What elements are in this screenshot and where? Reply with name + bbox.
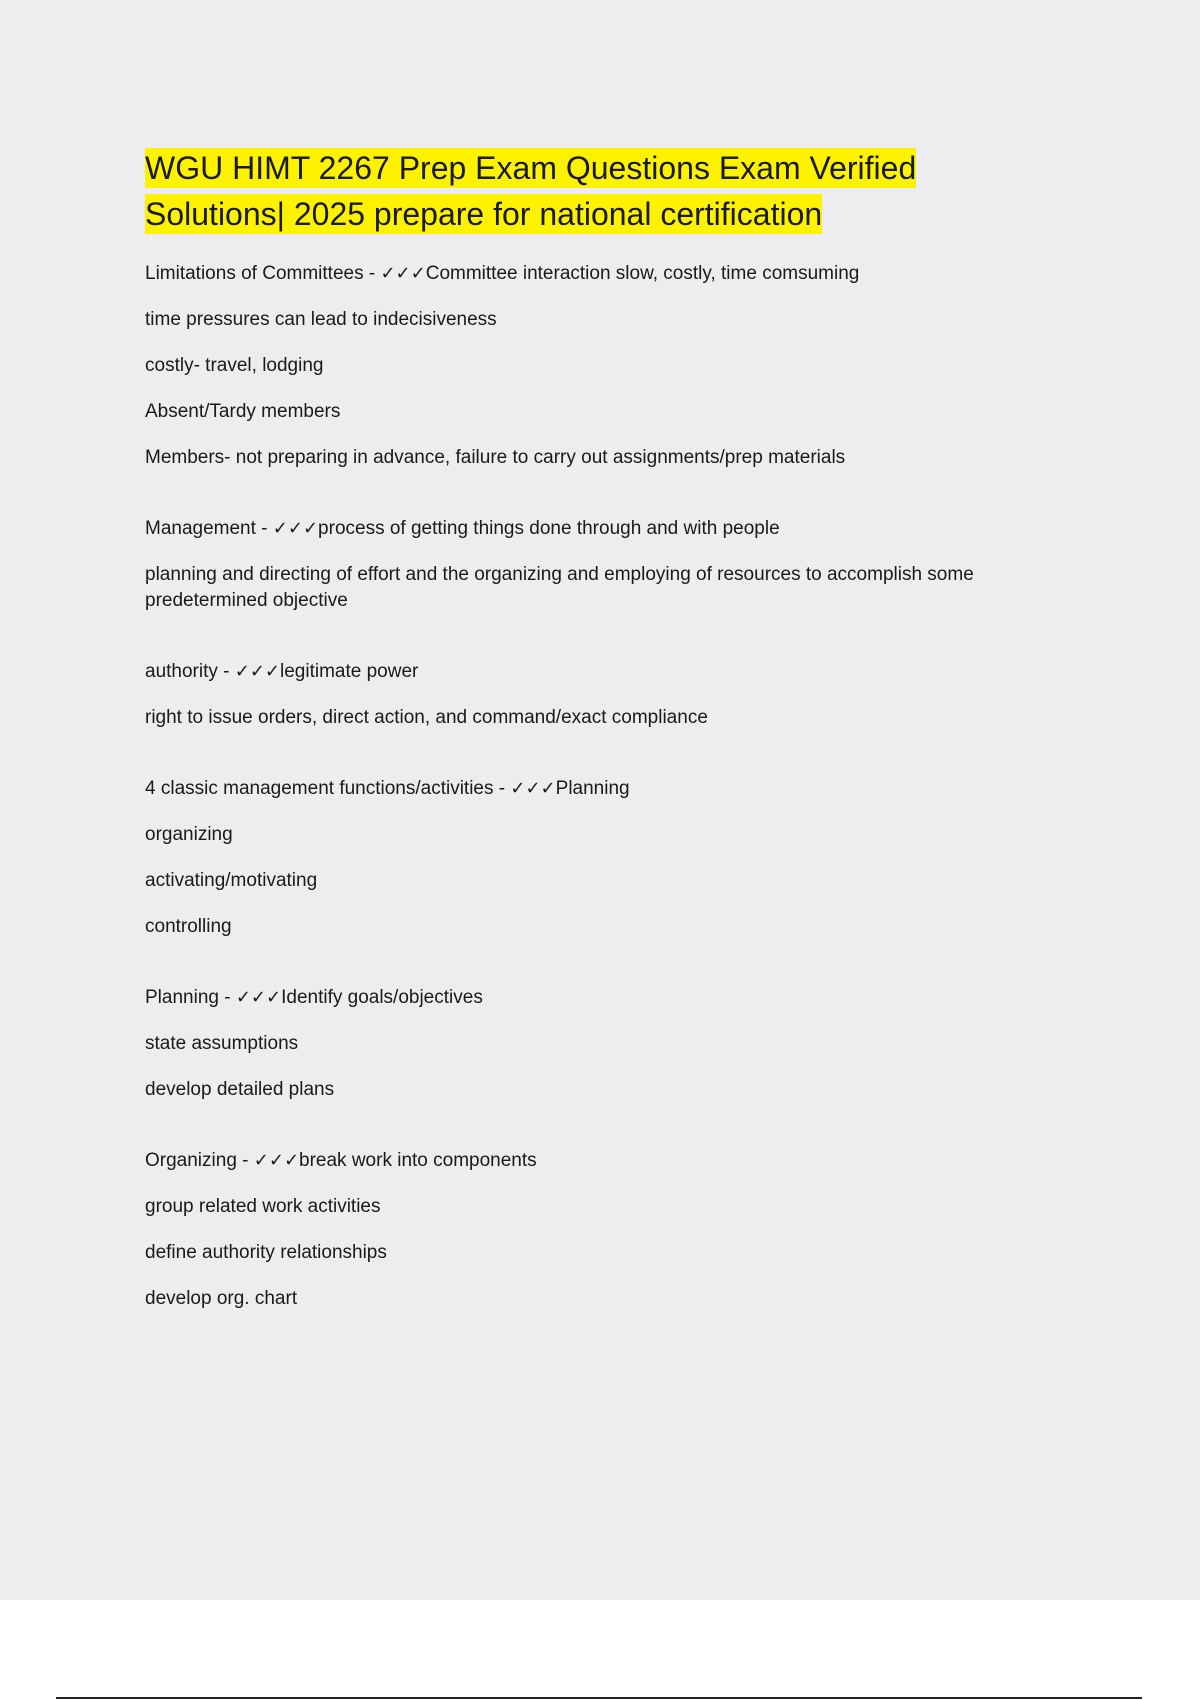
qa-term: Organizing - — [145, 1150, 254, 1171]
qa-block — [145, 776, 1075, 940]
qa-block — [145, 985, 1075, 1103]
qa-answer-line: right to issue orders, direct action, and command/exact compliance — [145, 707, 708, 728]
qa-term-line — [145, 261, 1075, 287]
check-mark-icon: ✓✓✓ — [510, 778, 556, 799]
qa-term: Planning - — [145, 987, 236, 1008]
qa-answer-line: state assumptions — [145, 1033, 299, 1054]
qa-answer-line: controlling — [145, 916, 232, 937]
qa-blocks — [145, 261, 1075, 1312]
qa-answer: Identify goals/objectives — [281, 987, 483, 1008]
qa-answer-line: costly- travel, lodging — [145, 355, 324, 376]
qa-answer-line: time pressures can lead to indecisiveness — [145, 309, 497, 330]
qa-answer-line: group related work activities — [145, 1196, 381, 1217]
qa-answer-line: develop detailed plans — [145, 1079, 335, 1100]
qa-answer-line: planning and directing of effort and the organizing and employing of resources to accomplish some predetermined objective — [145, 564, 974, 611]
qa-answer-line: Absent/Tardy members — [145, 401, 341, 422]
qa-answer-line: define authority relationships — [145, 1242, 387, 1263]
qa-answer: Committee interaction slow, costly, time comsuming — [425, 263, 860, 284]
qa-term-line — [145, 659, 1075, 685]
qa-answer: break work into components — [299, 1150, 537, 1171]
qa-answer-line: Members- not preparing in advance, failure to carry out assignments/prep materials — [145, 447, 846, 468]
qa-answer: legitimate power — [280, 661, 419, 682]
qa-block — [145, 516, 1075, 614]
title-line-1: WGU HIMT 2267 Prep Exam Questions Exam Verified — [145, 150, 917, 186]
document-content — [145, 145, 1075, 1357]
document-title — [145, 145, 1075, 237]
qa-block — [145, 659, 1075, 731]
title-line-2: Solutions| 2025 prepare for national certification — [145, 196, 823, 232]
check-mark-icon: ✓✓✓ — [253, 1150, 300, 1171]
qa-term: Limitations of Committees - — [145, 263, 381, 284]
check-mark-icon: ✓✓✓ — [380, 263, 426, 284]
qa-term: authority - — [145, 661, 235, 682]
qa-term: 4 classic management functions/activities - — [145, 778, 511, 799]
qa-answer-line: develop org. chart — [145, 1288, 298, 1309]
check-mark-icon: ✓✓✓ — [234, 661, 281, 682]
qa-term: Management - — [145, 518, 273, 539]
qa-block — [145, 1148, 1075, 1312]
check-mark-icon: ✓✓✓ — [272, 518, 319, 539]
qa-term-line — [145, 776, 1075, 802]
qa-term-line — [145, 1148, 1075, 1174]
qa-answer: process of getting things done through and with people — [318, 518, 780, 539]
footer-divider — [56, 1697, 1142, 1699]
qa-block — [145, 261, 1075, 471]
qa-term-line — [145, 516, 1075, 542]
qa-answer: Planning — [555, 778, 630, 799]
qa-term-line — [145, 985, 1075, 1011]
qa-answer-line: organizing — [145, 824, 233, 845]
qa-answer-line: activating/motivating — [145, 870, 318, 891]
check-mark-icon: ✓✓✓ — [235, 987, 282, 1008]
